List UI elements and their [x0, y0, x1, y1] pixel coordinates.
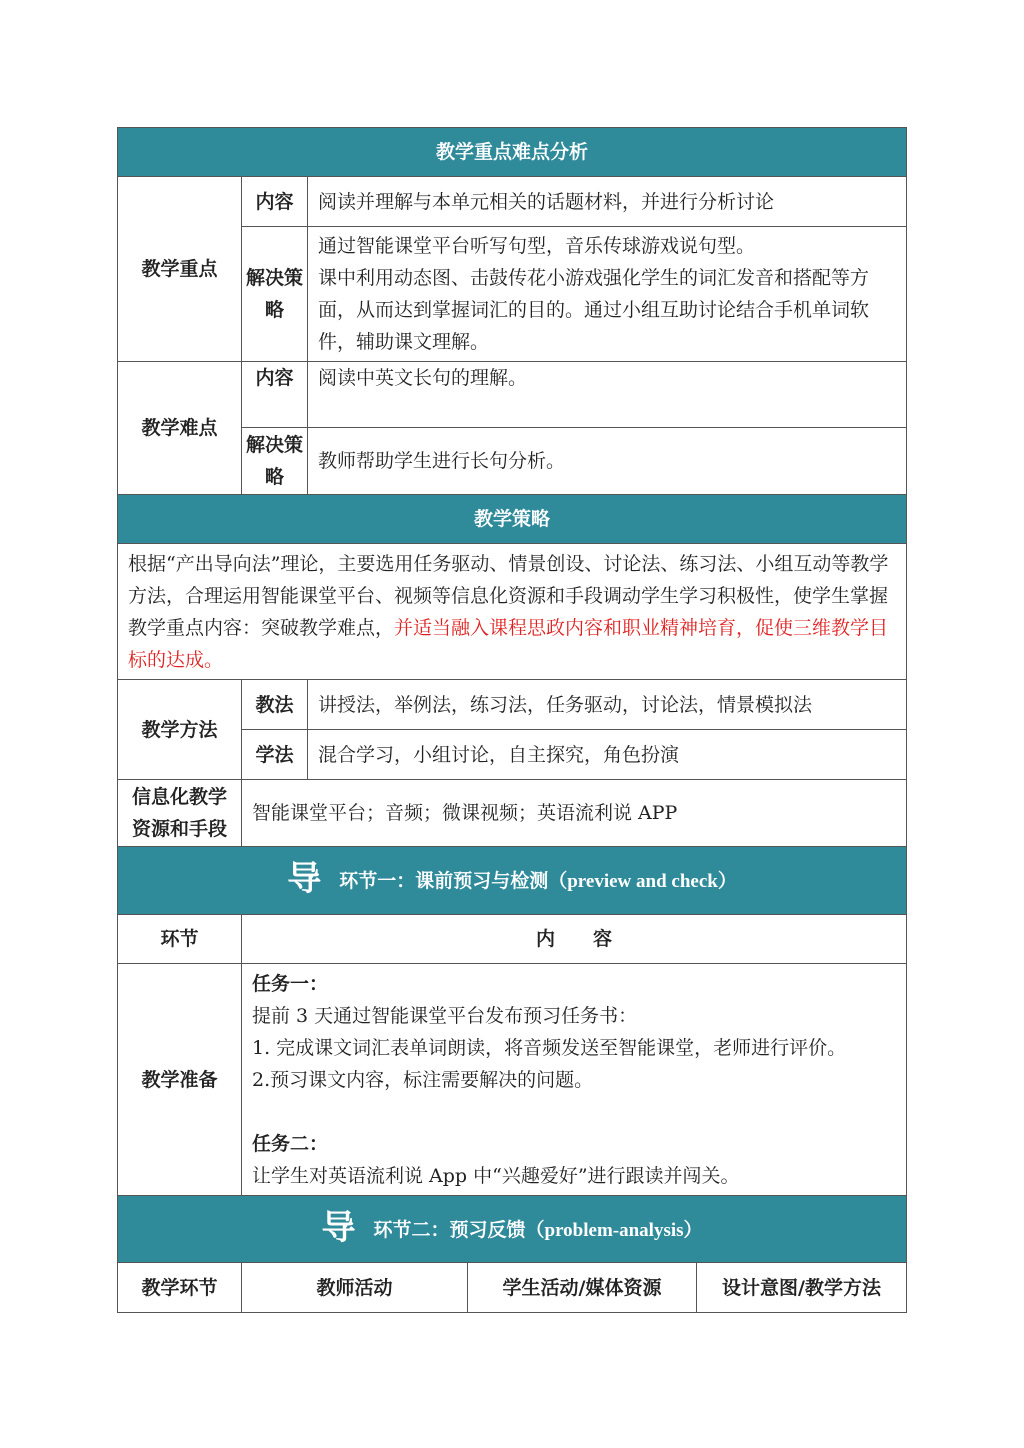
learn-method-content: 混合学习，小组讨论，自主探究，角色扮演 — [308, 730, 907, 780]
resources-content: 智能课堂平台；音频；微课视频；英语流利说 APP — [242, 780, 907, 847]
lesson-plan-table — [117, 127, 907, 1313]
task1-item: 2.预习课文内容，标注需要解决的问题。 — [252, 1068, 594, 1091]
task1-title: 任务一： — [252, 972, 329, 995]
stage2-header-design: 设计意图/教学方法 — [697, 1263, 907, 1313]
task2-title: 任务二： — [252, 1132, 329, 1155]
difficulty-strategy: 教师帮助学生进行长句分析。 — [308, 428, 907, 495]
task2-text: 让学生对英语流利说 App 中“兴趣爱好”进行跟读并闯关。 — [252, 1164, 740, 1187]
difficulty-content-label: 内容 — [242, 362, 308, 428]
key-point-strategy — [308, 227, 907, 362]
section-title-strategy: 教学策略 — [118, 495, 907, 544]
teach-method-label: 教法 — [242, 680, 308, 730]
stage1-header-content: 内 容 — [242, 915, 907, 964]
spacer — [252, 1096, 896, 1128]
strategy-text: 根据“产出导向法”理论，主要选用任务驱动、情景创设、讨论法、练习法、小组互动等教学方法，合理运用智能课堂平台、视频等信息化资源和手段调动学生学习积极性，使学生掌握教学重点内容：突破教学难点， — [128, 552, 889, 639]
methods-label: 教学方法 — [118, 680, 242, 780]
teach-method-content: 讲授法，举例法，练习法，任务驱动，讨论法，情景模拟法 — [308, 680, 907, 730]
section-title-key-points: 教学重点难点分析 — [118, 128, 907, 177]
difficulty-content: 阅读中英文长句的理解。 — [308, 362, 907, 428]
stage1-english: （preview and check） — [548, 871, 737, 892]
task1-intro: 提前 3 天通过智能课堂平台发布预习任务书： — [252, 1004, 638, 1027]
key-point-content-label: 内容 — [242, 177, 308, 227]
preparation-content — [242, 964, 907, 1196]
stage2-header-teacher: 教师活动 — [242, 1263, 468, 1313]
stage2-header-stage: 教学环节 — [118, 1263, 242, 1313]
strategy-paragraph — [118, 544, 907, 680]
stage1-header-stage: 环节 — [118, 915, 242, 964]
key-point-content: 阅读并理解与本单元相关的话题材料，并进行分析讨论 — [308, 177, 907, 227]
stage2-dao-mark: 导 — [321, 1207, 356, 1248]
difficulty-strategy-label: 解决策略 — [242, 428, 308, 495]
difficulty-label: 教学难点 — [118, 362, 242, 495]
key-point-strategy-line: 通过智能课堂平台听写句型，音乐传球游戏说句型。 — [318, 235, 756, 257]
lesson-plan-document — [117, 127, 906, 1313]
resources-label: 信息化教学资源和手段 — [118, 780, 242, 847]
stage2-header-student: 学生活动/媒体资源 — [468, 1263, 697, 1313]
task1-item: 1. 完成课文词汇表单词朗读，将音频发送至智能课堂，老师进行评价。 — [252, 1036, 847, 1059]
stage2-banner — [118, 1196, 907, 1263]
learn-method-label: 学法 — [242, 730, 308, 780]
stage1-dao-mark: 导 — [287, 859, 322, 899]
stage2-title: 环节二：预习反馈 — [373, 1218, 526, 1241]
key-point-strategy-label: 解决策略 — [242, 227, 308, 362]
stage2-english: （problem-analysis） — [525, 1219, 703, 1241]
stage1-title: 环节一：课前预习与检测 — [339, 870, 549, 892]
strategy-highlight-text: 并适当融入课程思政内容和职业精神培育，促使三维教学目标的达成。 — [128, 616, 889, 671]
preparation-label: 教学准备 — [118, 964, 242, 1196]
stage1-banner — [118, 847, 907, 915]
key-point-label: 教学重点 — [118, 177, 242, 362]
key-point-strategy-line: 课中利用动态图、击鼓传花小游戏强化学生的词汇发音和搭配等方面，从而达到掌握词汇的目的。通过小组互助讨论结合手机单词软件，辅助课文理解。 — [318, 267, 870, 353]
